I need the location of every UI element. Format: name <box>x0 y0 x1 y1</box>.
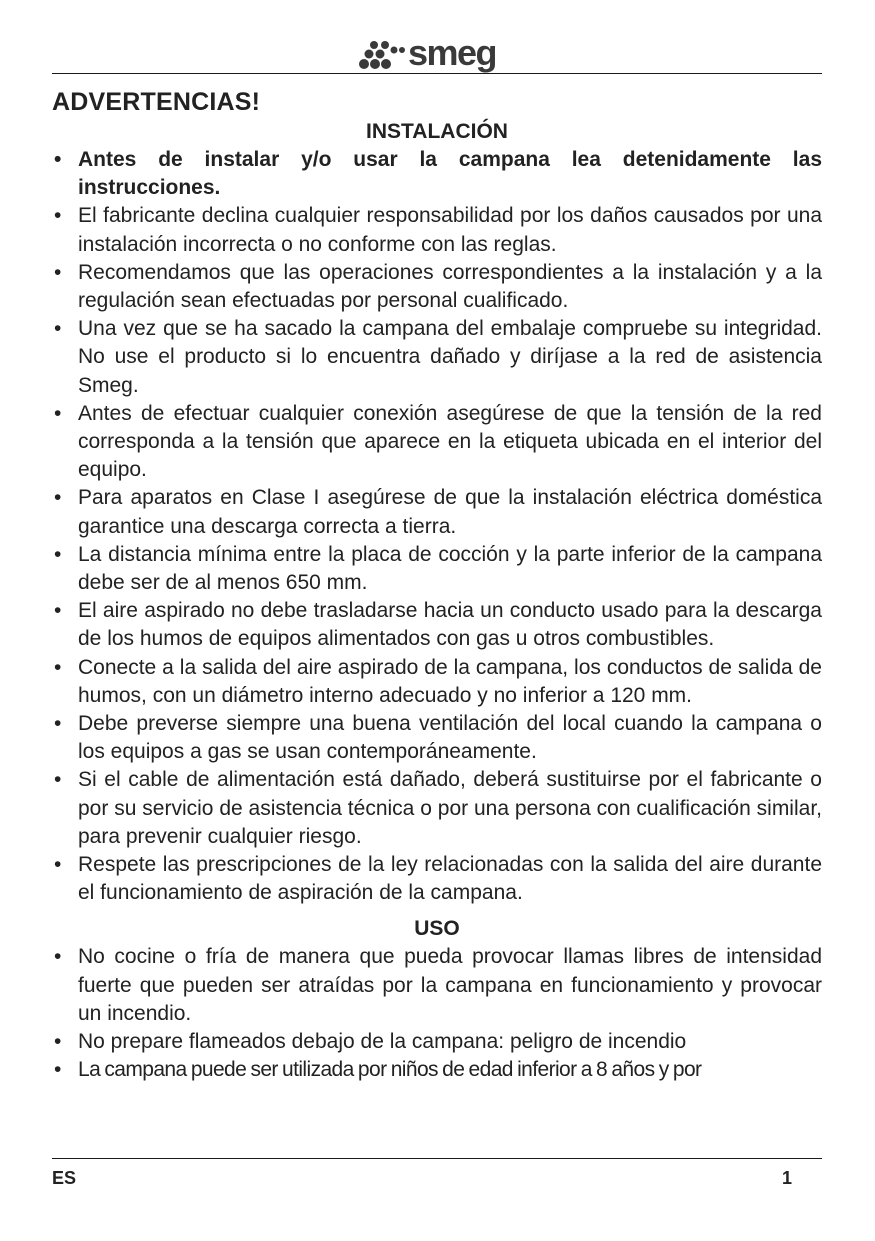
list-item: • La campana puede ser utilizada por niños de edad inferior a 8 años y por <box>52 1056 822 1084</box>
page-title: ADVERTENCIAS! <box>52 88 261 116</box>
list-item: • Conecte a la salida del aire aspirado de la campana, los conductos de salida de humos, con un diámetro interno adecuado y no inferior a 120 mm. <box>52 654 822 710</box>
footer-divider <box>52 1158 822 1159</box>
list-item: • Si el cable de alimentación está dañado, deberá sustituirse por el fabricante o por su servicio de asistencia técnica o por una persona con cualificación similar, para prevenir cualquier riesgo. <box>52 766 822 851</box>
page-number: 1 <box>781 1168 792 1188</box>
instalacion-list <box>52 146 822 907</box>
list-item: • Antes de efectuar cualquier conexión asegúrese de que la tensión de la red corresponda a la tensión que aparece en la etiqueta ubicada en el interior del equipo. <box>52 400 822 485</box>
section-heading-uso: USO <box>414 917 460 941</box>
list-item: • Debe preverse siempre una buena ventilación del local cuando la campana o los equipos a gas se usan contemporáneamente. <box>52 710 822 766</box>
list-item: • No prepare flameados debajo de la campana: peligro de incendio <box>52 1028 822 1056</box>
list-item: • Antes de instalar y/o usar la campana lea detenidamente las instrucciones. <box>52 146 822 202</box>
warnings-content <box>52 118 822 1085</box>
list-item: • Una vez que se ha sacado la campana del embalaje compruebe su integridad. No use el producto si lo encuentra dañado y diríjase a la red de asistencia Smeg. <box>52 315 822 400</box>
header-divider <box>52 73 822 74</box>
list-item: • La distancia mínima entre la placa de cocción y la parte inferior de la campana debe ser de al menos 650 mm. <box>52 541 822 597</box>
list-item: • El aire aspirado no debe trasladarse hacia un conducto usado para la descarga de los humos de equipos alimentados con gas u otros combustibles. <box>52 597 822 653</box>
smeg-logo-mark <box>358 34 518 74</box>
smeg-logo <box>358 34 518 74</box>
footer-language: ES <box>52 1168 77 1188</box>
list-item: • El fabricante declina cualquier responsabilidad por los daños causados por una instalación incorrecta o no conforme con las reglas. <box>52 202 822 258</box>
list-item: • Para aparatos en Clase I asegúrese de que la instalación eléctrica doméstica garantice una descarga correcta a tierra. <box>52 484 822 540</box>
list-item: • Respete las prescripciones de la ley relacionadas con la salida del aire durante el funcionamiento de aspiración de la campana. <box>52 851 822 907</box>
uso-list <box>52 943 822 1084</box>
list-item: • No cocine o fría de manera que pueda provocar llamas libres de intensidad fuerte que pueden ser atraídas por la campana en funcionamiento y provocar un incendio. <box>52 943 822 1028</box>
section-heading-instalacion: INSTALACIÓN <box>366 120 508 143</box>
list-item: • Recomendamos que las operaciones correspondientes a la instalación y a la regulación sean efectuadas por personal cualificado. <box>52 259 822 315</box>
brand-wordmark: smeg <box>408 34 497 73</box>
